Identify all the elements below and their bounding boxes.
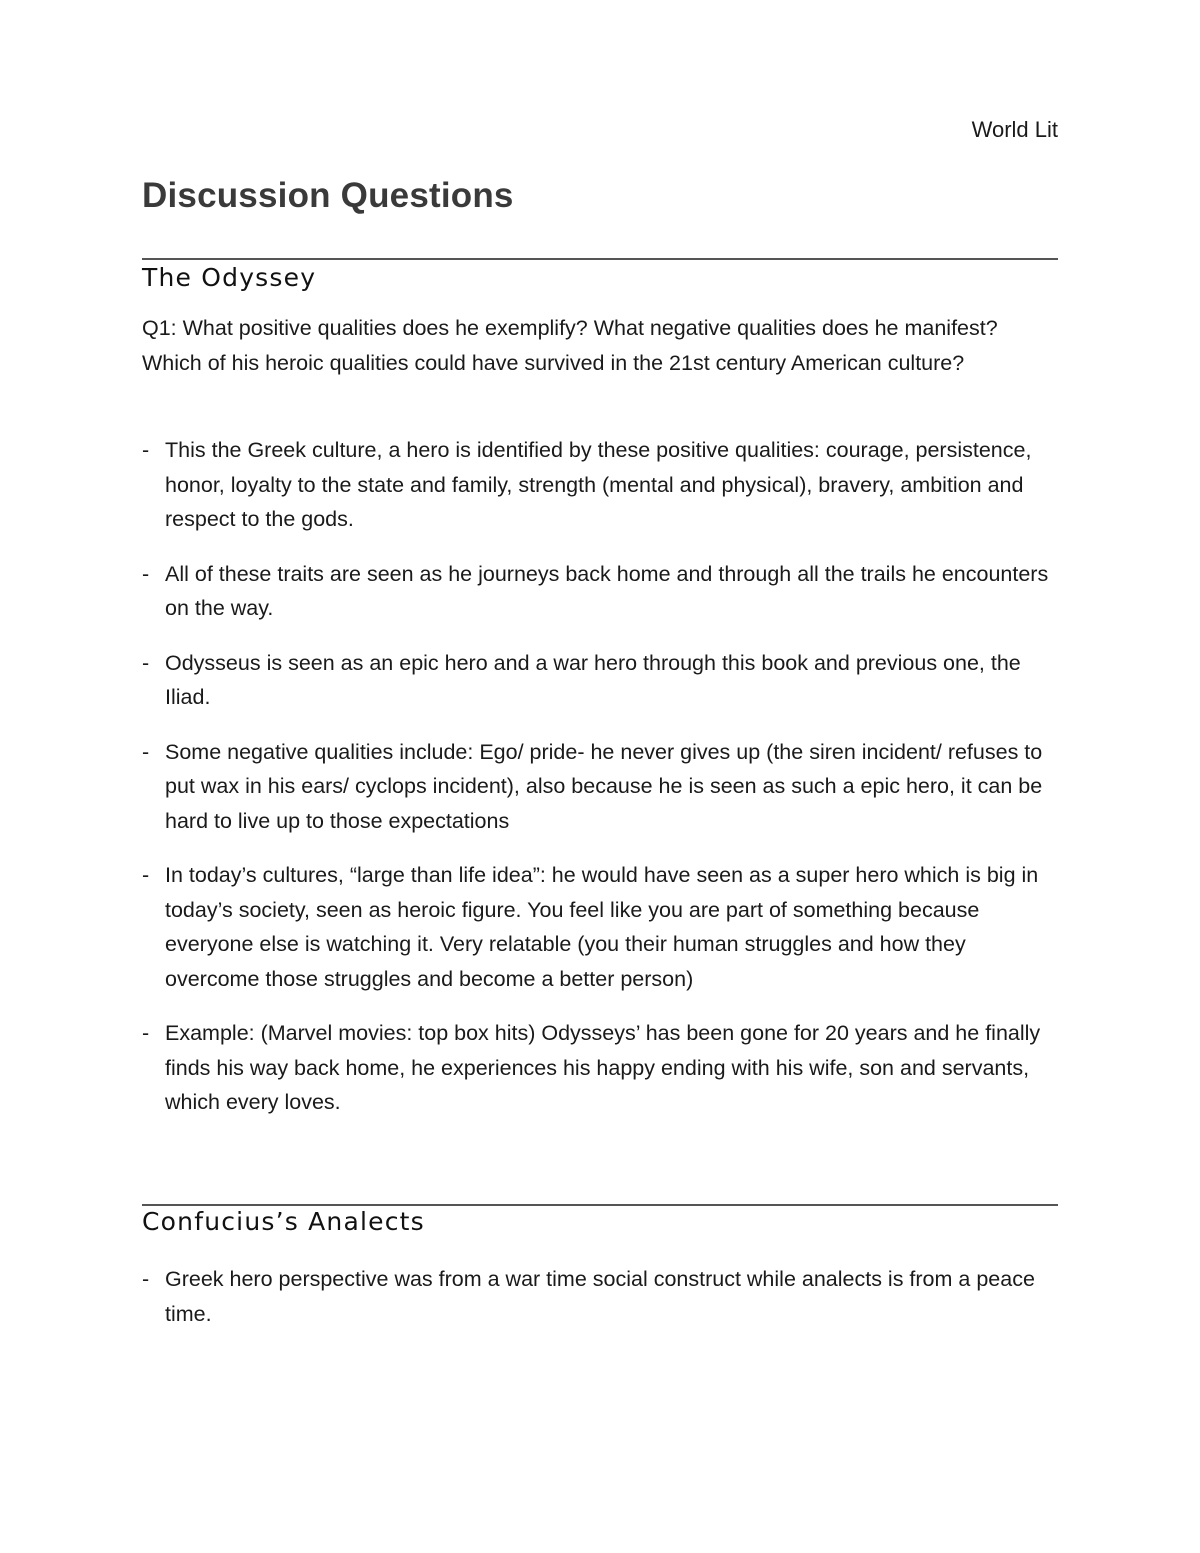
list-item — [142, 1016, 1062, 1120]
list-item — [142, 858, 1062, 996]
list-item-text: Example: (Marvel movies: top box hits) Odysseys’ has been gone for 20 years and he finally finds his way back home, he experiences his happy ending with his wife, son and servants, which every loves. — [165, 1021, 1041, 1114]
list-item-text: Greek hero perspective was from a war time social construct while analects is from a peace time. — [165, 1267, 1035, 1326]
bullet-marker: - — [142, 863, 150, 887]
list-item — [142, 735, 1062, 839]
list-item-text: Odysseus is seen as an epic hero and a war hero through this book and previous one, the Iliad. — [165, 650, 1021, 709]
section-heading-odyssey: The Odyssey — [142, 263, 317, 292]
list-item — [142, 1262, 1062, 1331]
bullet-marker: - — [142, 739, 150, 764]
list-item-text: In today’s cultures, “large than life idea”: he would have seen as a super hero which is big in today’s society, seen as heroic figure. You feel like you are part of something because everyone else is watching it. Very relatable (you their human struggles and how they overcome those struggles and become a better person) — [165, 863, 1039, 991]
page-title: Discussion Questions — [142, 176, 514, 215]
list-item — [142, 433, 1062, 537]
section-divider — [142, 258, 1058, 260]
list-item-text: This the Greek culture, a hero is identified by these positive qualities: courage, persistence, honor, loyalty to the state and family, strength (mental and physical), bravery, ambition and respect to the gods. — [165, 438, 1032, 531]
bullet-marker: - — [142, 438, 150, 462]
bullet-marker: - — [142, 561, 150, 586]
odyssey-bullet-list — [142, 433, 1062, 1140]
question-q1: Q1: What positive qualities does he exemplify? What negative qualities does he manifest? Which of his heroic qualities could have survived in the 21st century American culture? — [142, 316, 998, 375]
section-heading-analects: Confucius’s Analects — [142, 1207, 425, 1236]
bullet-marker: - — [142, 1267, 150, 1291]
list-item-text: All of these traits are seen as he journeys back home and through all the trails he encounters on the way. — [165, 561, 1049, 620]
course-header: World Lit — [971, 117, 1058, 142]
list-item — [142, 646, 1062, 715]
analects-bullet-list — [142, 1262, 1062, 1351]
list-item-text: Some negative qualities include: Ego/ pride- he never gives up (the siren incident/ refuses to put wax in his ears/ cyclops incident), also because he is seen as such a epic hero, it can be hard to live up to those expectations — [165, 739, 1043, 833]
bullet-marker: - — [142, 1021, 150, 1045]
bullet-marker: - — [142, 650, 150, 675]
list-item — [142, 557, 1062, 626]
